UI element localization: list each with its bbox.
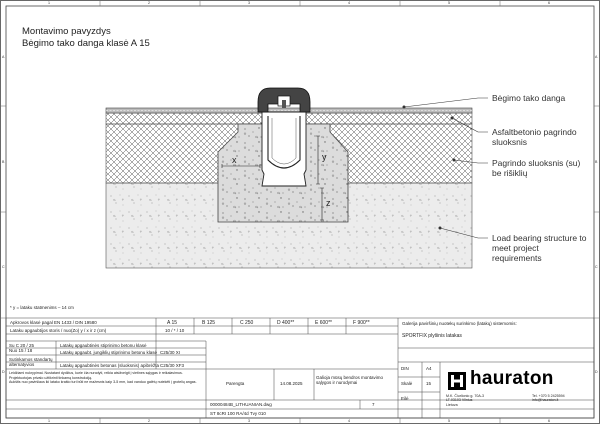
din-value: A4 xyxy=(426,366,432,371)
col-label: 5 xyxy=(448,419,450,423)
row3b-label: Nuo 15 / 18 xyxy=(9,348,33,353)
row-label: B xyxy=(595,160,598,164)
row4a-label: Sutinkamos standartų alternatyvios xyxy=(9,357,53,367)
footnote: * y = lataku statmenims – 14 cm xyxy=(10,305,74,310)
concrete-code-1: C25/30 XI xyxy=(160,350,181,355)
class-f900: F 900** xyxy=(353,320,370,326)
col-label: 2 xyxy=(148,1,150,5)
col-label: 1 xyxy=(48,1,50,5)
note-row: Latakų apgaubtinės betonas (sluoksnis) apibrėžta xyxy=(60,363,160,368)
row-label: C xyxy=(595,265,598,269)
file-name: 00000484B_LITHUANIAN.dwg xyxy=(210,402,272,407)
label-track-surface: Bėgimo tako danga xyxy=(492,93,566,103)
load-class-label: Apkrovos klasė pagal EN 1433 / DIN 19580 xyxy=(10,320,97,325)
drawing-subtitle: Bėgimo tako danga klasė A 15 xyxy=(22,38,150,49)
class-b125: B 125 xyxy=(202,320,216,326)
row-label: D xyxy=(595,370,598,374)
col-label: 6 xyxy=(548,1,550,5)
class-c250: C 250 xyxy=(240,320,254,326)
label-unbound-base: Pagrindo sluoksnis (su) be rišiklių xyxy=(492,158,581,178)
class-e600: E 600** xyxy=(315,320,332,326)
col-label: 3 xyxy=(248,419,250,423)
dim-z-label: z xyxy=(326,198,331,208)
din-label: DIN xyxy=(401,366,409,371)
col-label: 5 xyxy=(448,1,450,5)
col-label: 1 xyxy=(48,419,50,423)
row-label: C xyxy=(2,265,5,269)
haunch-size-value: 10 / * / 10 xyxy=(165,328,185,333)
haunch-size-label: Lataku apgaubtijos storis / nuo(Zo) y / x ir z (cm) xyxy=(10,328,107,333)
drawing-ref: ST 8cRI 100 RA/4d Tvy 010 xyxy=(210,411,266,416)
concrete-code-2: C25/30 XF3 xyxy=(160,363,185,368)
row-label: D xyxy=(2,370,5,374)
row-label: B xyxy=(2,160,5,164)
class-a15: A 15 xyxy=(167,320,178,326)
row-label: A xyxy=(595,55,598,59)
sheet-label: Eilė xyxy=(401,396,409,401)
col-label: 2 xyxy=(148,419,150,423)
company-address: M.K. Čiurlionio g. 70A-3 LT-03103 Vilnius Lietuva xyxy=(446,394,484,407)
col-label: 6 xyxy=(548,419,550,423)
dim-y-label: y xyxy=(322,152,327,162)
scale-value: 15 xyxy=(426,381,432,386)
col-label: 4 xyxy=(348,419,350,423)
dim-x-label: x xyxy=(232,155,237,165)
page-number: 7 xyxy=(372,402,375,407)
company-logo-text: hauraton xyxy=(470,368,554,389)
row4-text: Latakų apgaubt. jungiklių stiprinimo betonu klasė xyxy=(60,350,158,355)
scale-label: Skalė xyxy=(401,381,413,386)
col-label: 4 xyxy=(348,1,350,5)
class-d400: D 400** xyxy=(277,320,295,326)
col-label: 3 xyxy=(248,1,250,5)
general-notes: Leidžiami nukrypimai. Nustatant dydžius, kurie čia nurodyti, reikia atsižvelgti į vietines sąlygas ir reikalavimus. Projektuotojas privalo užtikrinti tinkamą konstrukciją. Aukštis nuo paviršiaus iki latako krašto turi būti ne mažesnis kaip 3-5 mm, kad vanduo galėtų nutekėti į grotelių angas. xyxy=(9,371,197,385)
label-load-bearing: Load bearing structure to meet project requirements xyxy=(492,233,587,263)
row-label: A xyxy=(2,55,5,59)
info-label: Galioja mūsų bendros montavimo sąlygos ir nurodymai xyxy=(316,375,384,385)
product-name: SPORTFIX plyšinis latakas xyxy=(402,333,462,339)
row3a-label: Su C 20 / 25 xyxy=(9,343,35,348)
hauraton-logo-mark xyxy=(448,372,466,390)
row3-text: Latakų apgaubtinės stiprinimo betonu klasė xyxy=(60,343,147,348)
product-name-label: Galerija paviršinių nuotekų surinkimo (latakų) sistemomis: xyxy=(402,321,517,326)
prepared-label: Parengta xyxy=(226,381,245,386)
drawing-title: Montavimo pavyzdys xyxy=(22,26,111,37)
company-contact: Tel. +370 5 2425594 info@hauraton.lt xyxy=(532,394,565,403)
prepared-date: 14.08.2025 xyxy=(280,381,303,386)
label-asphalt-base: Asfaltbetonio pagrindo sluoksnis xyxy=(492,127,577,147)
